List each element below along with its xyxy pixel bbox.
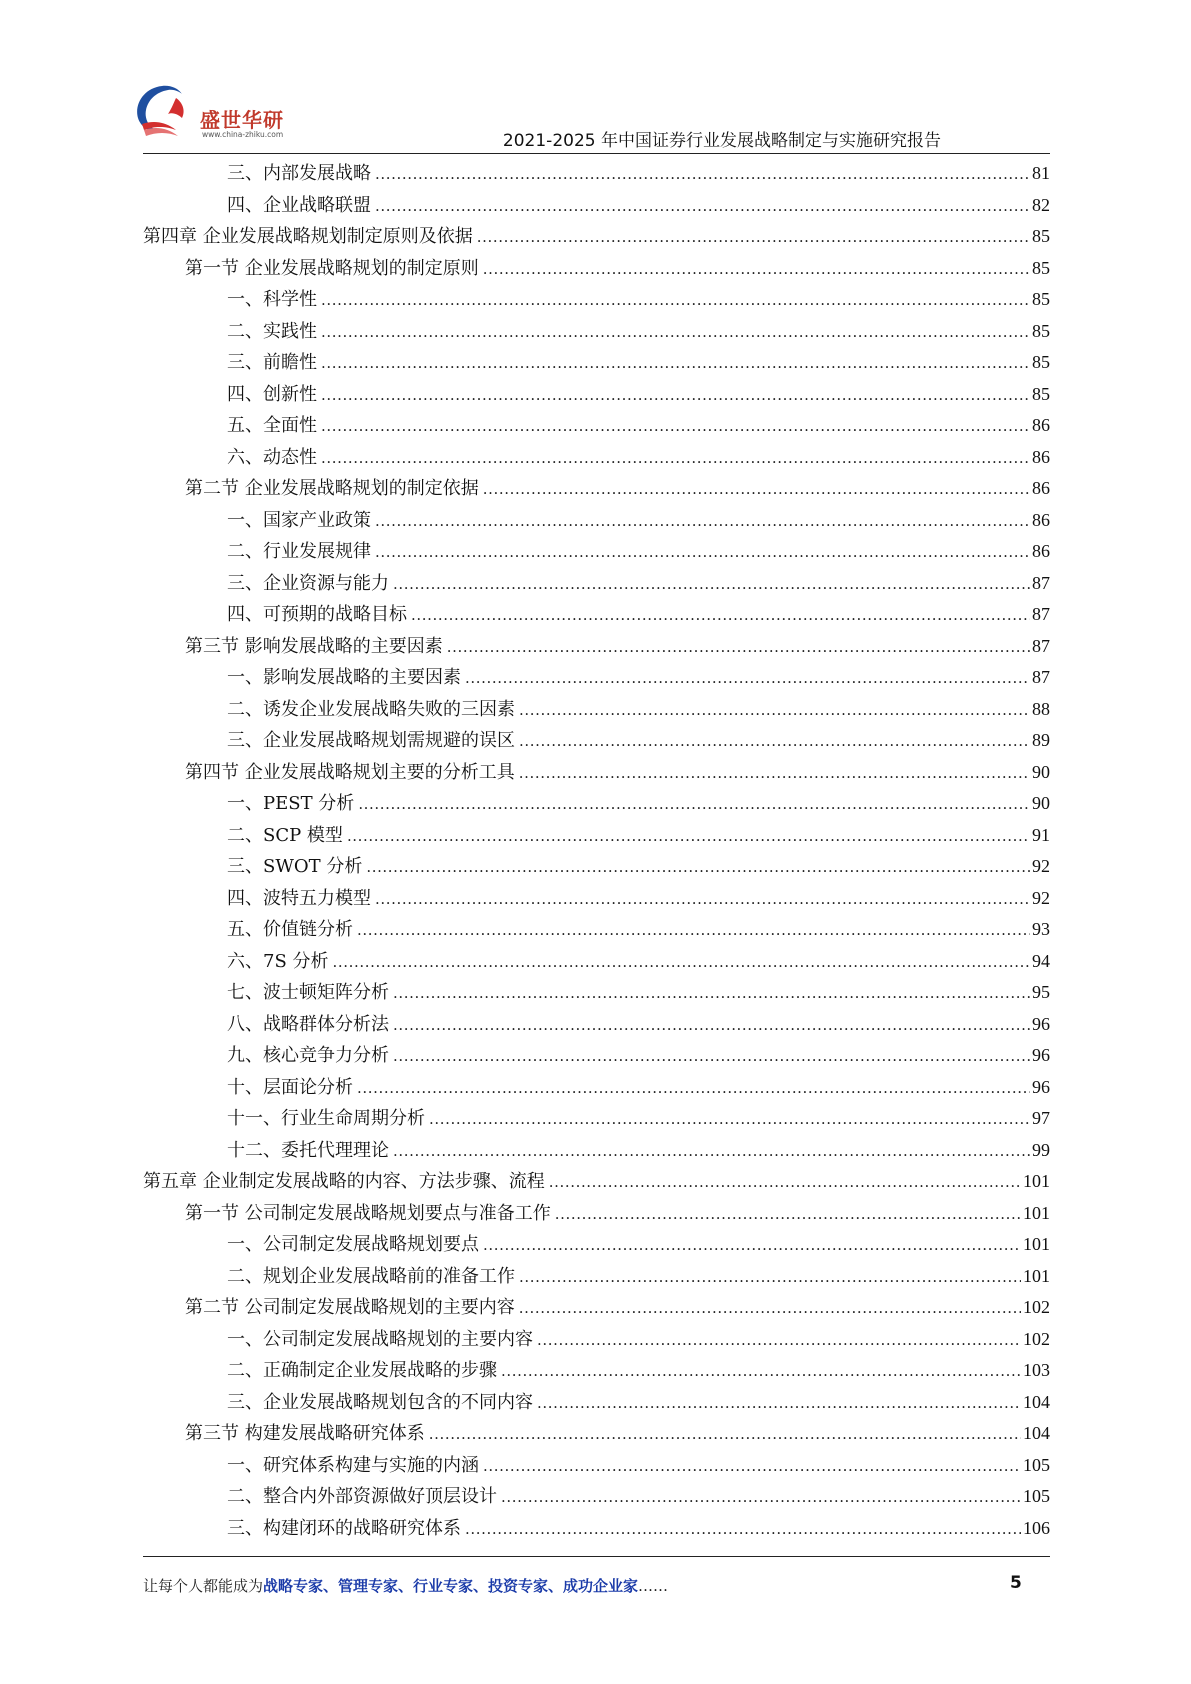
toc-leader-dots bbox=[321, 348, 1030, 380]
toc-entry-label: 六、动态性 bbox=[227, 446, 317, 468]
toc-entry-page: 82 bbox=[1032, 194, 1050, 215]
toc-entry-label: 一、研究体系构建与实施的内涵 bbox=[227, 1454, 479, 1476]
toc-entry-label: 十一、行业生命周期分析 bbox=[227, 1108, 425, 1129]
toc-entry-label: 二、正确制定企业发展战略的步骤 bbox=[227, 1360, 497, 1381]
toc-entry[interactable] bbox=[143, 410, 1050, 442]
toc-entry[interactable] bbox=[143, 221, 1050, 253]
toc-entry-label: 三、内部发展战略 bbox=[227, 163, 371, 184]
toc-leader-dots bbox=[519, 1293, 1021, 1325]
toc-entry[interactable] bbox=[143, 1229, 1050, 1261]
toc-entry[interactable] bbox=[143, 1040, 1050, 1072]
logo-text: 盛世华研 bbox=[200, 108, 284, 132]
toc-entry[interactable] bbox=[143, 1418, 1050, 1450]
toc-entry-page: 85 bbox=[1032, 289, 1050, 309]
toc-entry-label: 一、科学性 bbox=[227, 289, 317, 310]
toc-leader-dots bbox=[429, 1419, 1021, 1451]
toc-leader-dots bbox=[519, 758, 1030, 790]
toc-leader-dots bbox=[393, 1041, 1030, 1073]
toc-entry[interactable] bbox=[143, 190, 1050, 222]
toc-leader-dots bbox=[555, 1199, 1021, 1231]
toc-entry[interactable] bbox=[143, 536, 1050, 568]
toc-entry-page: 87 bbox=[1032, 604, 1050, 624]
toc-entry-page: 104 bbox=[1023, 1423, 1050, 1443]
toc-entry-page: 102 bbox=[1023, 1297, 1050, 1317]
toc-entry[interactable] bbox=[143, 158, 1050, 190]
toc-entry-page: 96 bbox=[1032, 1013, 1050, 1034]
toc-entry[interactable] bbox=[143, 1355, 1050, 1387]
toc-leader-dots bbox=[375, 537, 1030, 569]
toc-entry-page: 94 bbox=[1032, 950, 1050, 971]
toc-entry-page: 105 bbox=[1023, 1454, 1050, 1475]
toc-entry-page: 92 bbox=[1032, 856, 1050, 876]
toc-entry-page: 96 bbox=[1032, 1045, 1050, 1065]
toc-entry-label: 第五章 企业制定发展战略的内容、方法步骤、流程 bbox=[143, 1171, 545, 1192]
toc-entry[interactable] bbox=[143, 1103, 1050, 1135]
toc-entry-page: 87 bbox=[1032, 667, 1050, 687]
toc-entry-label: 三、企业发展战略规划需规避的误区 bbox=[227, 730, 515, 751]
toc-entry-page: 89 bbox=[1032, 730, 1050, 750]
toc-entry[interactable] bbox=[143, 788, 1050, 820]
toc-entry[interactable] bbox=[143, 946, 1050, 978]
toc-leader-dots bbox=[358, 789, 1030, 821]
toc-entry-label: 第四节 企业发展战略规划主要的分析工具 bbox=[185, 761, 515, 783]
toc-leader-dots bbox=[366, 852, 1030, 884]
toc-entry-label: 三、SWOT 分析 bbox=[227, 856, 363, 877]
toc-leader-dots bbox=[375, 191, 1030, 223]
toc-entry-page: 106 bbox=[1023, 1517, 1050, 1538]
table-of-contents bbox=[143, 158, 1050, 1544]
page-header bbox=[0, 0, 1191, 160]
toc-entry-label: 五、全面性 bbox=[227, 415, 317, 436]
toc-entry[interactable] bbox=[143, 725, 1050, 757]
toc-entry-label: 十二、委托代理理论 bbox=[227, 1139, 389, 1161]
toc-entry-page: 90 bbox=[1032, 793, 1050, 813]
toc-leader-dots bbox=[321, 443, 1030, 475]
toc-entry-page: 87 bbox=[1032, 572, 1050, 593]
toc-entry-page: 97 bbox=[1032, 1108, 1050, 1128]
toc-entry[interactable] bbox=[143, 883, 1050, 915]
toc-entry[interactable] bbox=[143, 914, 1050, 946]
toc-leader-dots bbox=[333, 947, 1030, 979]
toc-entry-label: 一、国家产业政策 bbox=[227, 509, 371, 531]
toc-entry-page: 91 bbox=[1032, 824, 1050, 845]
toc-leader-dots bbox=[501, 1482, 1021, 1514]
toc-entry[interactable] bbox=[143, 599, 1050, 631]
toc-entry[interactable] bbox=[143, 1450, 1050, 1482]
toc-leader-dots bbox=[549, 1167, 1021, 1199]
footer-slogan-suffix: …… bbox=[638, 1577, 669, 1595]
toc-entry[interactable] bbox=[143, 316, 1050, 348]
toc-entry-page: 103 bbox=[1023, 1360, 1050, 1380]
toc-entry-label: 第二节 公司制定发展战略规划的主要内容 bbox=[185, 1297, 515, 1318]
toc-entry-label: 四、可预期的战略目标 bbox=[227, 604, 407, 625]
toc-leader-dots bbox=[347, 821, 1030, 853]
toc-leader-dots bbox=[393, 1136, 1030, 1168]
toc-leader-dots bbox=[519, 695, 1030, 727]
toc-entry-label: 第一节 企业发展战略规划的制定原则 bbox=[185, 257, 479, 279]
toc-entry-page: 90 bbox=[1032, 761, 1050, 782]
toc-entry[interactable] bbox=[143, 505, 1050, 537]
toc-entry-page: 81 bbox=[1032, 163, 1050, 183]
toc-leader-dots bbox=[483, 1230, 1021, 1262]
toc-entry[interactable] bbox=[143, 694, 1050, 726]
toc-entry-label: 四、波特五力模型 bbox=[227, 887, 371, 909]
toc-entry-label: 二、诱发企业发展战略失败的三因素 bbox=[227, 698, 515, 720]
toc-entry[interactable] bbox=[143, 284, 1050, 316]
toc-entry-label: 七、波士顿矩阵分析 bbox=[227, 982, 389, 1003]
toc-entry-label: 二、行业发展规律 bbox=[227, 541, 371, 562]
toc-entry-label: 一、PEST 分析 bbox=[227, 793, 355, 814]
toc-entry-page: 88 bbox=[1032, 698, 1050, 719]
toc-entry-page: 102 bbox=[1023, 1328, 1050, 1349]
toc-entry[interactable] bbox=[143, 253, 1050, 285]
toc-leader-dots bbox=[465, 1514, 1021, 1546]
toc-entry[interactable] bbox=[143, 1481, 1050, 1513]
toc-leader-dots bbox=[477, 222, 1030, 254]
toc-entry-page: 101 bbox=[1023, 1234, 1050, 1254]
toc-entry-page: 99 bbox=[1032, 1139, 1050, 1160]
toc-entry[interactable] bbox=[143, 757, 1050, 789]
toc-entry-label: 第四章 企业发展战略规划制定原则及依据 bbox=[143, 226, 473, 247]
toc-entry[interactable] bbox=[143, 1513, 1050, 1545]
toc-entry-label: 六、7S 分析 bbox=[227, 950, 329, 972]
toc-entry-label: 一、公司制定发展战略规划的主要内容 bbox=[227, 1328, 533, 1350]
toc-entry-label: 二、实践性 bbox=[227, 320, 317, 342]
toc-entry[interactable] bbox=[143, 977, 1050, 1009]
toc-entry-label: 第一节 公司制定发展战略规划要点与准备工作 bbox=[185, 1202, 551, 1224]
toc-leader-dots bbox=[429, 1104, 1030, 1136]
toc-entry-page: 85 bbox=[1032, 352, 1050, 372]
toc-entry[interactable] bbox=[143, 851, 1050, 883]
logo-emblem-icon bbox=[132, 80, 202, 142]
toc-entry[interactable] bbox=[143, 820, 1050, 852]
toc-leader-dots bbox=[375, 884, 1030, 916]
toc-leader-dots bbox=[357, 1073, 1030, 1105]
toc-entry-page: 86 bbox=[1032, 541, 1050, 561]
toc-entry-label: 二、整合内外部资源做好顶层设计 bbox=[227, 1486, 497, 1507]
toc-leader-dots bbox=[483, 1451, 1021, 1483]
toc-entry-label: 第二节 企业发展战略规划的制定依据 bbox=[185, 478, 479, 499]
toc-entry-page: 105 bbox=[1023, 1486, 1050, 1506]
toc-entry-page: 85 bbox=[1032, 226, 1050, 246]
toc-leader-dots bbox=[483, 474, 1030, 506]
toc-entry-label: 三、企业发展战略规划包含的不同内容 bbox=[227, 1391, 533, 1413]
toc-leader-dots bbox=[519, 1262, 1021, 1294]
toc-entry[interactable] bbox=[143, 1387, 1050, 1419]
footer-slogan bbox=[143, 1575, 668, 1596]
toc-entry-label: 一、公司制定发展战略规划要点 bbox=[227, 1234, 479, 1255]
toc-entry-page: 87 bbox=[1032, 635, 1050, 656]
toc-entry[interactable] bbox=[143, 631, 1050, 663]
toc-entry[interactable] bbox=[143, 662, 1050, 694]
toc-entry-label: 十、层面论分析 bbox=[227, 1076, 353, 1098]
report-title: 2021-2025 年中国证券行业发展战略制定与实施研究报告 bbox=[502, 131, 941, 151]
toc-entry[interactable] bbox=[143, 568, 1050, 600]
toc-leader-dots bbox=[393, 569, 1030, 601]
toc-leader-dots bbox=[537, 1388, 1021, 1420]
toc-leader-dots bbox=[519, 726, 1030, 758]
toc-entry-label: 三、前瞻性 bbox=[227, 352, 317, 373]
toc-entry-page: 86 bbox=[1032, 446, 1050, 467]
toc-entry-label: 二、规划企业发展战略前的准备工作 bbox=[227, 1265, 515, 1287]
toc-entry-label: 四、企业战略联盟 bbox=[227, 194, 371, 216]
toc-leader-dots bbox=[465, 663, 1030, 695]
company-logo bbox=[138, 82, 318, 152]
toc-leader-dots bbox=[321, 380, 1030, 412]
toc-entry[interactable] bbox=[143, 442, 1050, 474]
toc-entry-label: 第三节 影响发展战略的主要因素 bbox=[185, 635, 443, 657]
toc-entry[interactable] bbox=[143, 1009, 1050, 1041]
toc-leader-dots bbox=[375, 506, 1030, 538]
footer-divider bbox=[143, 1556, 1050, 1557]
toc-leader-dots bbox=[321, 317, 1030, 349]
toc-entry-page: 86 bbox=[1032, 478, 1050, 498]
toc-entry-label: 九、核心竞争力分析 bbox=[227, 1045, 389, 1066]
toc-entry[interactable] bbox=[143, 1166, 1050, 1198]
toc-leader-dots bbox=[321, 411, 1030, 443]
toc-entry[interactable] bbox=[143, 347, 1050, 379]
toc-leader-dots bbox=[447, 632, 1030, 664]
toc-entry-page: 86 bbox=[1032, 415, 1050, 435]
toc-leader-dots bbox=[411, 600, 1030, 632]
toc-entry-page: 101 bbox=[1023, 1265, 1050, 1286]
footer-slogan-prefix: 让每个人都能成为 bbox=[143, 1577, 264, 1595]
toc-leader-dots bbox=[537, 1325, 1021, 1357]
toc-entry-page: 101 bbox=[1023, 1202, 1050, 1223]
toc-leader-dots bbox=[375, 159, 1030, 191]
header-divider bbox=[143, 153, 1050, 154]
toc-entry-label: 三、企业资源与能力 bbox=[227, 572, 389, 594]
toc-entry-page: 96 bbox=[1032, 1076, 1050, 1097]
toc-entry-page: 104 bbox=[1023, 1391, 1050, 1412]
toc-entry[interactable] bbox=[143, 1135, 1050, 1167]
toc-entry-page: 85 bbox=[1032, 383, 1050, 404]
toc-entry[interactable] bbox=[143, 473, 1050, 505]
toc-entry-label: 三、构建闭环的战略研究体系 bbox=[227, 1517, 461, 1539]
toc-entry[interactable] bbox=[143, 1198, 1050, 1230]
toc-entry-page: 93 bbox=[1032, 919, 1050, 939]
toc-leader-dots bbox=[483, 254, 1030, 286]
toc-entry-page: 86 bbox=[1032, 509, 1050, 530]
toc-entry-label: 第三节 构建发展战略研究体系 bbox=[185, 1423, 425, 1444]
toc-entry[interactable] bbox=[143, 1324, 1050, 1356]
toc-entry-page: 95 bbox=[1032, 982, 1050, 1002]
toc-entry-page: 85 bbox=[1032, 257, 1050, 278]
toc-entry-label: 一、影响发展战略的主要因素 bbox=[227, 667, 461, 688]
toc-entry-label: 五、价值链分析 bbox=[227, 919, 353, 940]
toc-entry[interactable] bbox=[143, 1261, 1050, 1293]
toc-entry-page: 101 bbox=[1023, 1171, 1050, 1191]
toc-leader-dots bbox=[393, 1010, 1030, 1042]
toc-entry-page: 92 bbox=[1032, 887, 1050, 908]
toc-entry[interactable] bbox=[143, 379, 1050, 411]
toc-entry-page: 85 bbox=[1032, 320, 1050, 341]
toc-entry[interactable] bbox=[143, 1292, 1050, 1324]
toc-leader-dots bbox=[357, 915, 1030, 947]
toc-leader-dots bbox=[393, 978, 1030, 1010]
logo-url: www.china-zhiku.com bbox=[202, 130, 284, 139]
page-number: 5 bbox=[1010, 1573, 1022, 1593]
toc-leader-dots bbox=[321, 285, 1030, 317]
toc-entry-label: 二、SCP 模型 bbox=[227, 824, 343, 846]
toc-entry-label: 八、战略群体分析法 bbox=[227, 1013, 389, 1035]
toc-entry-label: 四、创新性 bbox=[227, 383, 317, 405]
footer-slogan-highlight: 战略专家、管理专家、行业专家、投资专家、成功企业家 bbox=[263, 1577, 639, 1595]
toc-entry[interactable] bbox=[143, 1072, 1050, 1104]
toc-leader-dots bbox=[501, 1356, 1021, 1388]
